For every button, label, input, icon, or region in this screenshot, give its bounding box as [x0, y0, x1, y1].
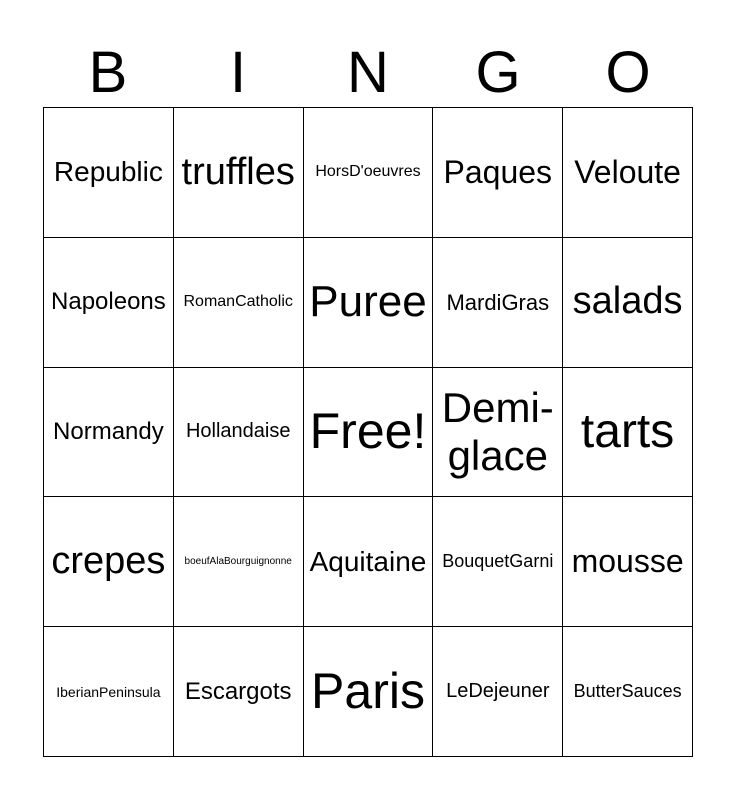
bingo-cell: HorsD'oeuvres [304, 108, 434, 238]
header-letter-g: G [475, 40, 521, 105]
bingo-cell: salads [563, 238, 693, 368]
bingo-cell: MardiGras [433, 238, 563, 368]
bingo-cell: Paques [433, 108, 563, 238]
bingo-cell: boeufAlaBourguignonne [174, 497, 304, 627]
bingo-cell: Paris [304, 627, 434, 757]
bingo-cell: BouquetGarni [433, 497, 563, 627]
bingo-cell: Napoleons [44, 238, 174, 368]
header-letter-i: I [229, 40, 247, 105]
bingo-cell: truffles [174, 108, 304, 238]
bingo-cell: RomanCatholic [174, 238, 304, 368]
bingo-cell: tarts [563, 368, 693, 498]
bingo-cell: Escargots [174, 627, 304, 757]
header-letter-n: N [347, 40, 389, 105]
bingo-cell: Demi-glace [433, 368, 563, 498]
bingo-cell: crepes [44, 497, 174, 627]
header-letter-b: B [88, 40, 128, 105]
bingo-cell: Normandy [44, 368, 174, 498]
free-space-cell: Free! [304, 368, 434, 498]
bingo-grid [43, 107, 693, 757]
bingo-cell: IberianPeninsula [44, 627, 174, 757]
bingo-header [43, 40, 693, 106]
bingo-cell: Republic [44, 108, 174, 238]
bingo-cell: Hollandaise [174, 368, 304, 498]
bingo-cell: Aquitaine [304, 497, 434, 627]
bingo-cell: Puree [304, 238, 434, 368]
bingo-cell: Veloute [563, 108, 693, 238]
bingo-cell: LeDejeuner [433, 627, 563, 757]
header-letter-o: O [605, 40, 651, 105]
bingo-cell: ButterSauces [563, 627, 693, 757]
bingo-cell: mousse [563, 497, 693, 627]
